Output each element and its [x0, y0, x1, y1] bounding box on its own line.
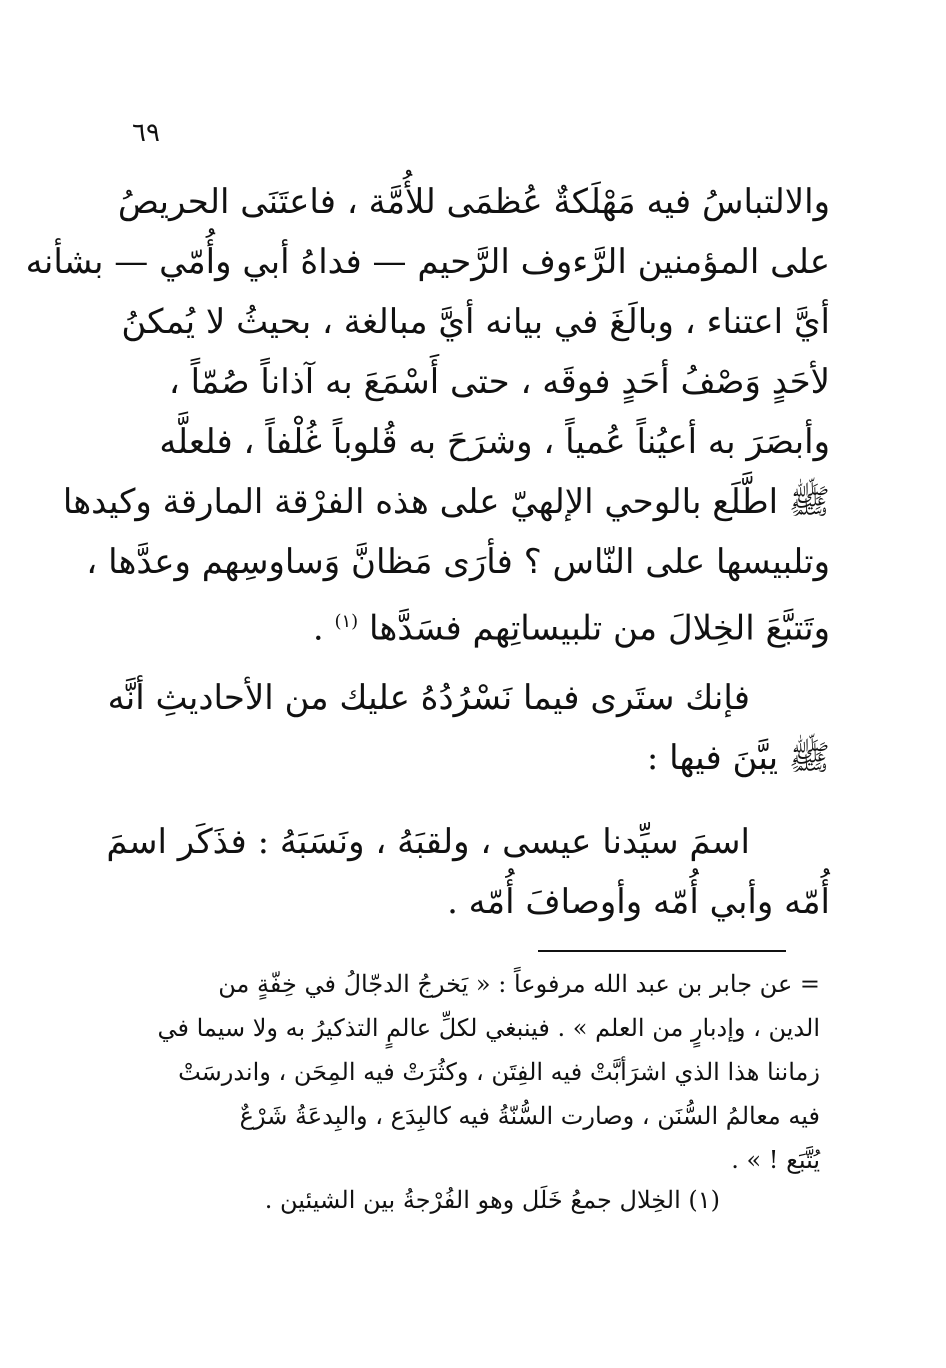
text-line: وتلبيسها على النّاس ؟ فأرَى مَظانَّ وَساوسِهم وعدَّها ، — [86, 542, 830, 582]
footnote-line: (١) الخِلال جمعُ خَلَل وهو الفُرْجةُ بين الشيئين . — [264, 1186, 720, 1214]
text-line: ﷺ يبَّنَ فيها : — [646, 738, 830, 778]
footnote-line: الدين ، وإدبارٍ من العلم » . فينبغي لكلِّ عالمٍ التذكيرُ به ولا سيما في — [157, 1014, 820, 1042]
text-line — [110, 592, 830, 652]
footnote-divider — [538, 950, 786, 952]
text-line: فإنك ستَرى فيما نَسْرُدُهُ عليك من الأحاديثِ أنَّه — [107, 678, 750, 718]
text-line: أُمّه وأبي أُمّه وأوصافَ أُمّه . — [447, 882, 830, 922]
text-line: وأبصَرَ به أعيُناً عُمياً ، وشرَحَ به قُلوباً غُلْفاً ، فلعلَّه — [159, 422, 830, 462]
paragraph-2 — [107, 668, 830, 788]
paragraph-3 — [106, 812, 830, 932]
sentence-end: . — [312, 608, 324, 649]
footnote-ref: (١) — [334, 611, 359, 632]
footnote-line: زماننا هذا الذي اشرَأبَّتْ فيه الفِتَن ، وكثُرَتْ فيه المِحَن ، واندرسَتْ — [178, 1058, 820, 1086]
footnote-1 — [150, 1178, 720, 1222]
footnote-line: يُتَّبَع ! » . — [731, 1146, 820, 1174]
page-number: ٦٩ — [132, 118, 160, 148]
footnote-line: فيه معالمُ السُّنَن ، وصارت السُّنّةُ فيه كالبِدَع ، والبِدعَةُ شَرْعٌ — [239, 1102, 820, 1130]
text-line: ﷺ اطَّلَع بالوحي الإلهيّ على هذه الفرْقة المارقة وكيدها — [62, 482, 830, 522]
footnote-line: = عن جابر بن عبد الله مرفوعاً : « يَخرجُ الدجّالُ في خِفّةٍ من — [218, 970, 820, 998]
text-line: لأحَدٍ وَصْفُ أحَدٍ فوقَه ، حتى أَسْمَعَ به آذاناً صُمّاً ، — [168, 362, 830, 402]
text-line: على المؤمنين الرَّءوف الرَّحيم — فداهُ أبي وأُمّي — بشأنه — [25, 242, 830, 282]
paragraph-1 — [25, 172, 830, 652]
text-line: أيَّ اعتناء ، وبالَغَ في بيانه أيَّ مبالغة ، بحيثُ لا يُمكنُ — [121, 302, 830, 342]
text-line: اسمَ سيِّدنا عيسى ، ولقبَهُ ، ونَسَبَهُ : فذَكَر اسمَ — [106, 822, 750, 862]
text-line: والالتباسُ فيه مَهْلَكةٌ عُظمَى للأُمَّة ، فاعتَنَى الحريصُ — [117, 182, 830, 222]
footnote-continuation — [150, 962, 820, 1182]
text-segment: وتَتبَّعَ الخِلالَ من تلبيساتِهم فسَدَّها — [369, 608, 830, 649]
